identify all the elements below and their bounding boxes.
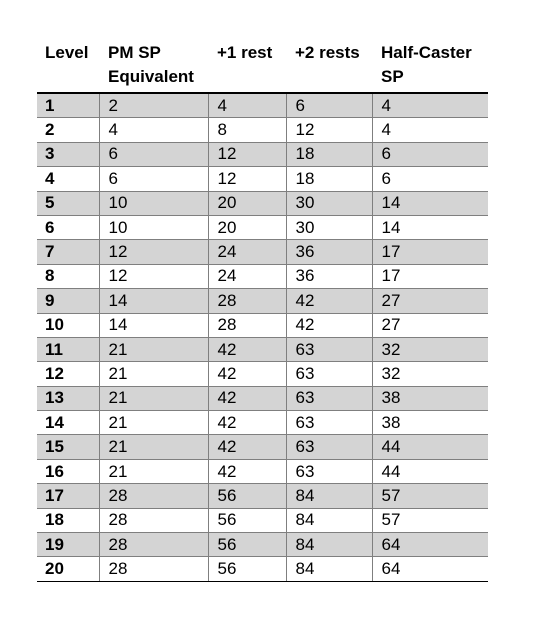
half-caster-sp-cell: 38 xyxy=(372,386,488,410)
level-cell: 4 xyxy=(37,167,99,191)
pm-sp-cell: 28 xyxy=(99,557,208,581)
header-level xyxy=(37,38,99,93)
level-cell: 15 xyxy=(37,435,99,459)
half-caster-sp-cell: 6 xyxy=(372,167,488,191)
half-caster-sp-cell: 57 xyxy=(372,508,488,532)
pm-sp-cell: 28 xyxy=(99,533,208,557)
plus-1-rest-cell: 56 xyxy=(208,484,286,508)
half-caster-sp-cell: 6 xyxy=(372,142,488,166)
plus-1-rest-cell: 42 xyxy=(208,386,286,410)
plus-1-rest-cell: 42 xyxy=(208,435,286,459)
level-cell: 16 xyxy=(37,459,99,483)
half-caster-sp-cell: 32 xyxy=(372,362,488,386)
header-pm-sp-equivalent xyxy=(99,38,208,93)
plus-2-rests-cell: 63 xyxy=(286,435,372,459)
plus-2-rests-cell: 30 xyxy=(286,215,372,239)
pm-sp-cell: 21 xyxy=(99,386,208,410)
header-row xyxy=(37,38,488,93)
level-cell: 5 xyxy=(37,191,99,215)
half-caster-sp-cell: 17 xyxy=(372,264,488,288)
table-row xyxy=(37,215,488,239)
level-cell: 11 xyxy=(37,337,99,361)
half-caster-sp-cell: 64 xyxy=(372,533,488,557)
table-row xyxy=(37,313,488,337)
level-cell: 2 xyxy=(37,118,99,142)
plus-1-rest-cell: 24 xyxy=(208,240,286,264)
plus-1-rest-cell: 42 xyxy=(208,362,286,386)
header-plus-1-rest-line: +1 rest xyxy=(217,43,273,62)
level-cell: 10 xyxy=(37,313,99,337)
plus-1-rest-cell: 42 xyxy=(208,459,286,483)
table-row xyxy=(37,142,488,166)
half-caster-sp-cell: 4 xyxy=(372,118,488,142)
header-pm-sp-line-2: Equivalent xyxy=(108,67,194,86)
table-row xyxy=(37,435,488,459)
pm-sp-cell: 21 xyxy=(99,459,208,483)
table-row xyxy=(37,484,488,508)
level-cell: 19 xyxy=(37,533,99,557)
header-half-caster-line-2: SP xyxy=(381,67,404,86)
plus-2-rests-cell: 84 xyxy=(286,484,372,508)
pm-sp-cell: 21 xyxy=(99,435,208,459)
plus-1-rest-cell: 12 xyxy=(208,167,286,191)
table-row xyxy=(37,289,488,313)
table-row xyxy=(37,386,488,410)
table-row xyxy=(37,118,488,142)
plus-1-rest-cell: 42 xyxy=(208,411,286,435)
table-row xyxy=(37,459,488,483)
half-caster-sp-cell: 14 xyxy=(372,215,488,239)
table-row xyxy=(37,508,488,532)
header-pm-sp-line-1: PM SP xyxy=(108,43,161,62)
plus-2-rests-cell: 63 xyxy=(286,362,372,386)
level-cell: 3 xyxy=(37,142,99,166)
plus-1-rest-cell: 8 xyxy=(208,118,286,142)
table-row xyxy=(37,557,488,581)
plus-1-rest-cell: 20 xyxy=(208,191,286,215)
half-caster-sp-cell: 57 xyxy=(372,484,488,508)
header-half-caster-line-1: Half-Caster xyxy=(381,43,472,62)
level-cell: 9 xyxy=(37,289,99,313)
plus-2-rests-cell: 63 xyxy=(286,459,372,483)
pm-sp-cell: 21 xyxy=(99,411,208,435)
plus-2-rests-cell: 84 xyxy=(286,557,372,581)
plus-2-rests-cell: 18 xyxy=(286,167,372,191)
level-cell: 12 xyxy=(37,362,99,386)
plus-2-rests-cell: 30 xyxy=(286,191,372,215)
half-caster-sp-cell: 38 xyxy=(372,411,488,435)
half-caster-sp-cell: 17 xyxy=(372,240,488,264)
pm-sp-cell: 14 xyxy=(99,289,208,313)
plus-1-rest-cell: 12 xyxy=(208,142,286,166)
plus-2-rests-cell: 36 xyxy=(286,264,372,288)
level-cell: 8 xyxy=(37,264,99,288)
plus-1-rest-cell: 28 xyxy=(208,313,286,337)
half-caster-sp-cell: 32 xyxy=(372,337,488,361)
table-row xyxy=(37,411,488,435)
level-cell: 6 xyxy=(37,215,99,239)
level-cell: 18 xyxy=(37,508,99,532)
pm-sp-cell: 21 xyxy=(99,362,208,386)
plus-1-rest-cell: 56 xyxy=(208,557,286,581)
plus-1-rest-cell: 56 xyxy=(208,508,286,532)
table-row xyxy=(37,191,488,215)
pm-sp-cell: 10 xyxy=(99,215,208,239)
table-row xyxy=(37,533,488,557)
pm-sp-cell: 4 xyxy=(99,118,208,142)
pm-sp-cell: 12 xyxy=(99,264,208,288)
half-caster-sp-cell: 64 xyxy=(372,557,488,581)
plus-2-rests-cell: 6 xyxy=(286,93,372,118)
pm-sp-cell: 21 xyxy=(99,337,208,361)
header-level-line: Level xyxy=(45,43,89,62)
level-cell: 13 xyxy=(37,386,99,410)
level-cell: 20 xyxy=(37,557,99,581)
plus-1-rest-cell: 4 xyxy=(208,93,286,118)
plus-1-rest-cell: 28 xyxy=(208,289,286,313)
plus-1-rest-cell: 24 xyxy=(208,264,286,288)
level-cell: 1 xyxy=(37,93,99,118)
half-caster-sp-cell: 27 xyxy=(372,289,488,313)
plus-1-rest-cell: 56 xyxy=(208,533,286,557)
pm-sp-cell: 6 xyxy=(99,167,208,191)
pm-sp-cell: 6 xyxy=(99,142,208,166)
pm-sp-cell: 2 xyxy=(99,93,208,118)
half-caster-sp-cell: 27 xyxy=(372,313,488,337)
plus-1-rest-cell: 20 xyxy=(208,215,286,239)
half-caster-sp-cell: 44 xyxy=(372,459,488,483)
table-row xyxy=(37,264,488,288)
table-row xyxy=(37,362,488,386)
pm-sp-cell: 14 xyxy=(99,313,208,337)
spell-points-table xyxy=(37,38,488,582)
plus-1-rest-cell: 42 xyxy=(208,337,286,361)
table-header xyxy=(37,38,488,93)
level-cell: 17 xyxy=(37,484,99,508)
half-caster-sp-cell: 4 xyxy=(372,93,488,118)
half-caster-sp-cell: 44 xyxy=(372,435,488,459)
pm-sp-cell: 10 xyxy=(99,191,208,215)
plus-2-rests-cell: 42 xyxy=(286,313,372,337)
header-plus-2-rests xyxy=(286,38,372,93)
plus-2-rests-cell: 84 xyxy=(286,533,372,557)
plus-2-rests-cell: 84 xyxy=(286,508,372,532)
pm-sp-cell: 28 xyxy=(99,484,208,508)
table-row xyxy=(37,167,488,191)
plus-2-rests-cell: 42 xyxy=(286,289,372,313)
pm-sp-cell: 28 xyxy=(99,508,208,532)
table-row xyxy=(37,337,488,361)
plus-2-rests-cell: 63 xyxy=(286,411,372,435)
table-body xyxy=(37,93,488,581)
plus-2-rests-cell: 36 xyxy=(286,240,372,264)
level-cell: 7 xyxy=(37,240,99,264)
header-half-caster-sp xyxy=(372,38,488,93)
plus-2-rests-cell: 63 xyxy=(286,337,372,361)
plus-2-rests-cell: 18 xyxy=(286,142,372,166)
half-caster-sp-cell: 14 xyxy=(372,191,488,215)
header-plus-2-rests-line: +2 rests xyxy=(295,43,360,62)
table-row xyxy=(37,93,488,118)
plus-2-rests-cell: 12 xyxy=(286,118,372,142)
plus-2-rests-cell: 63 xyxy=(286,386,372,410)
table-row xyxy=(37,240,488,264)
level-cell: 14 xyxy=(37,411,99,435)
header-plus-1-rest xyxy=(208,38,286,93)
pm-sp-cell: 12 xyxy=(99,240,208,264)
